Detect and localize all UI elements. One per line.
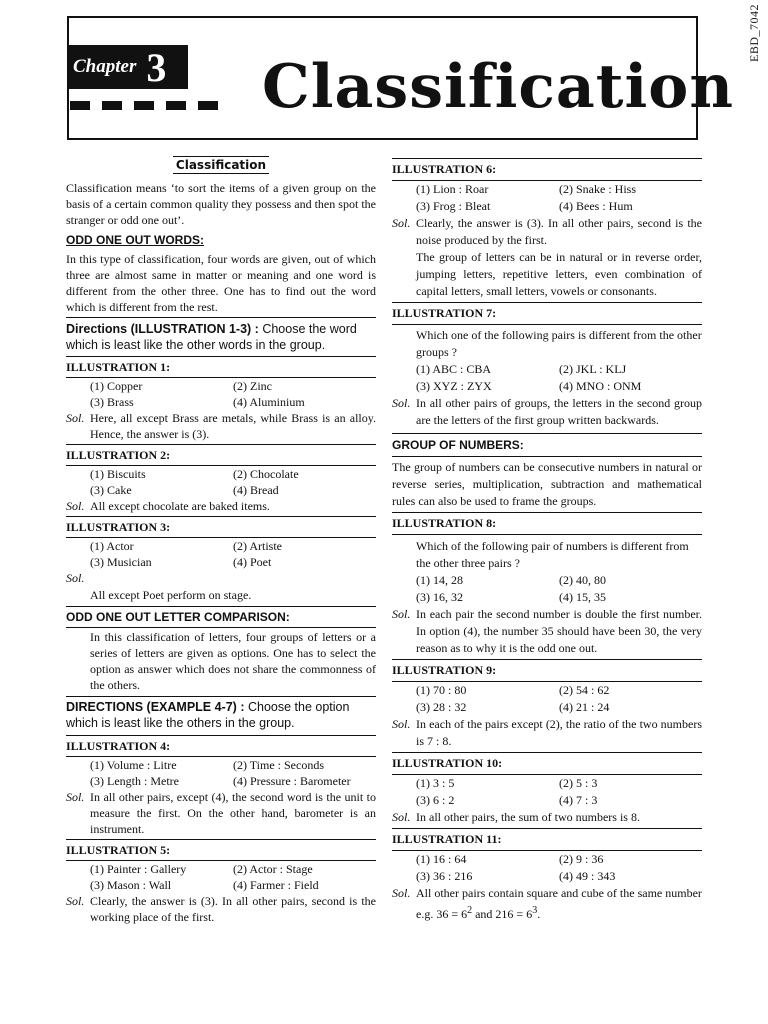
illustration-5-options: (1) Painter : Gallery (2) Actor : Stage (3) Mason : Wall (4) Farmer : Field <box>90 862 319 892</box>
illustration-4-title: ILLUSTRATION 4: <box>66 735 376 757</box>
odd-letter-text: In this classification of letters, four groups of letters or a series of letters are given as options. One has to select the option as answer which does not share the commonness of the others. <box>90 630 376 692</box>
illustration-9-options: (1) 70 : 80 (2) 54 : 62 (3) 28 : 32 (4) 21 : 24 <box>416 683 610 714</box>
illustration-2-options: (1) Biscuits (2) Chocolate (3) Cake (4) Bread <box>90 467 299 497</box>
illustration-11-example: e.g. $36 = 6^2$ and $216 = 6^3$. <box>416 905 541 921</box>
illustration-10-title: ILLUSTRATION 10: <box>392 752 702 775</box>
illustration-7-question: Which one of the following pairs is different from the other groups ? <box>416 328 702 359</box>
illustration-11-solution: Sol. All other pairs contain square and cube of the same number <box>392 886 702 900</box>
chapter-tag <box>68 45 188 89</box>
chapter-title: Classification <box>262 52 734 122</box>
illustration-6-options: (1) Lion : Roar (2) Snake : Hiss (3) Frog : Bleat (4) Bees : Hum <box>416 182 636 213</box>
odd-words-text: In this type of classification, four words are given, out of which three are almost same in matter or meaning and one word is different from the other three. One has to find out the word which is different from the rest. <box>66 252 376 314</box>
illustration-3-solution: All except Poet perform on stage. <box>90 588 252 602</box>
illustration-5-solution: Sol. Clearly, the answer is (3). In all other pairs, second is the working place of the first. <box>66 894 376 924</box>
intro-text: Classification means ‘to sort the items of a given group on the basis of a certain common quality they possess and then spot the stranger or odd one out’. <box>66 181 376 227</box>
letter-groups-note: The group of letters can be in natural or in reverse order, jumping letters, repetitive letters, even combination of capital letters, small letters, vowels or consonants. <box>416 250 702 298</box>
left-column <box>66 156 376 925</box>
illustration-5-title: ILLUSTRATION 5: <box>66 839 376 861</box>
chapter-word: Chapter <box>73 56 137 77</box>
illustration-3-options: (1) Actor (2) Artiste (3) Musician (4) Poet <box>90 539 282 569</box>
directions-2: DIRECTIONS (EXAMPLE 4-7) : Choose the option which is least like the others in the group. <box>66 700 350 730</box>
illustration-1-options: (1) Copper (2) Zinc (3) Brass (4) Aluminium <box>90 379 305 409</box>
illustration-10-options: (1) 3 : 5 (2) 5 : 3 (3) 6 : 2 (4) 7 : 3 <box>416 776 598 807</box>
illustration-4-options: (1) Volume : Litre (2) Time : Seconds (3) Length : Metre (4) Pressure : Barometer <box>90 758 351 788</box>
illustration-8-question: Which of the following pair of numbers is different from the other three pairs ? <box>416 539 689 570</box>
illustration-11-title: ILLUSTRATION 11: <box>392 828 702 851</box>
illustration-10-solution: Sol. In all other pairs, the sum of two numbers is 8. <box>392 810 640 824</box>
illustration-8-options: (1) 14, 28 (2) 40, 80 (3) 16, 32 (4) 15, 35 <box>416 573 606 604</box>
page-code: EBD_7042 <box>747 4 761 62</box>
illustration-9-solution: Sol. In each of the pairs except (2), the ratio of the two numbers is 7 : 8. <box>392 717 702 748</box>
illustration-6-title: ILLUSTRATION 6: <box>392 158 702 181</box>
section-title: Classification <box>173 156 269 174</box>
illustration-3-title: ILLUSTRATION 3: <box>66 516 376 538</box>
illustration-1-solution: Sol. Here, all except Brass are metals, while Brass is an alloy. Hence, the answer is (3). <box>66 411 376 441</box>
odd-words-heading: ODD ONE OUT WORDS: <box>66 233 204 247</box>
illustration-7-options: (1) ABC : CBA (2) JKL : KLJ (3) XYZ : ZYX (4) MNO : ONM <box>416 362 642 393</box>
chapter-dashes <box>70 101 218 110</box>
illustration-11-options: (1) 16 : 64 (2) 9 : 36 (3) 36 : 216 (4) 49 : 343 <box>416 852 616 883</box>
odd-letter-heading: ODD ONE OUT LETTER COMPARISON: <box>66 610 290 624</box>
illustration-8-title: ILLUSTRATION 8: <box>392 512 702 535</box>
illustration-7-solution: Sol. In all other pairs of groups, the letters in the second group are the letters of the first group written backwards. <box>392 396 702 427</box>
illustration-7-title: ILLUSTRATION 7: <box>392 302 702 325</box>
illustration-6-solution: Sol. Clearly, the answer is (3). In all other pairs, second is the noise produced by the first. <box>392 216 702 247</box>
illustration-2-title: ILLUSTRATION 2: <box>66 444 376 466</box>
illustration-9-title: ILLUSTRATION 9: <box>392 659 702 682</box>
illustration-2-solution: Sol. All except chocolate are baked items. <box>66 499 270 513</box>
directions-1: Directions (ILLUSTRATION 1-3) : Choose the word which is least like the other words in the group. <box>66 322 357 352</box>
illustration-8-solution: Sol. In each pair the second number is double the first number. In option (4), the number 35 should have been 30, the very reason as to why it is the odd one out. <box>392 607 702 655</box>
numbers-heading: GROUP OF NUMBERS: <box>392 438 524 452</box>
illustration-3-solution-label: Sol. <box>66 571 85 585</box>
illustration-1-title: ILLUSTRATION 1: <box>66 356 376 378</box>
illustration-4-solution: Sol. In all other pairs, except (4), the second word is the unit to measure the first. On the other hand, barometer is an instrument. <box>66 790 376 836</box>
chapter-number: 3 <box>146 44 167 90</box>
numbers-text: The group of numbers can be consecutive numbers in natural or reverse series, multiplication, subtraction and mathematical rules can also be used to frame the groups. <box>392 460 702 508</box>
right-column <box>392 158 702 923</box>
